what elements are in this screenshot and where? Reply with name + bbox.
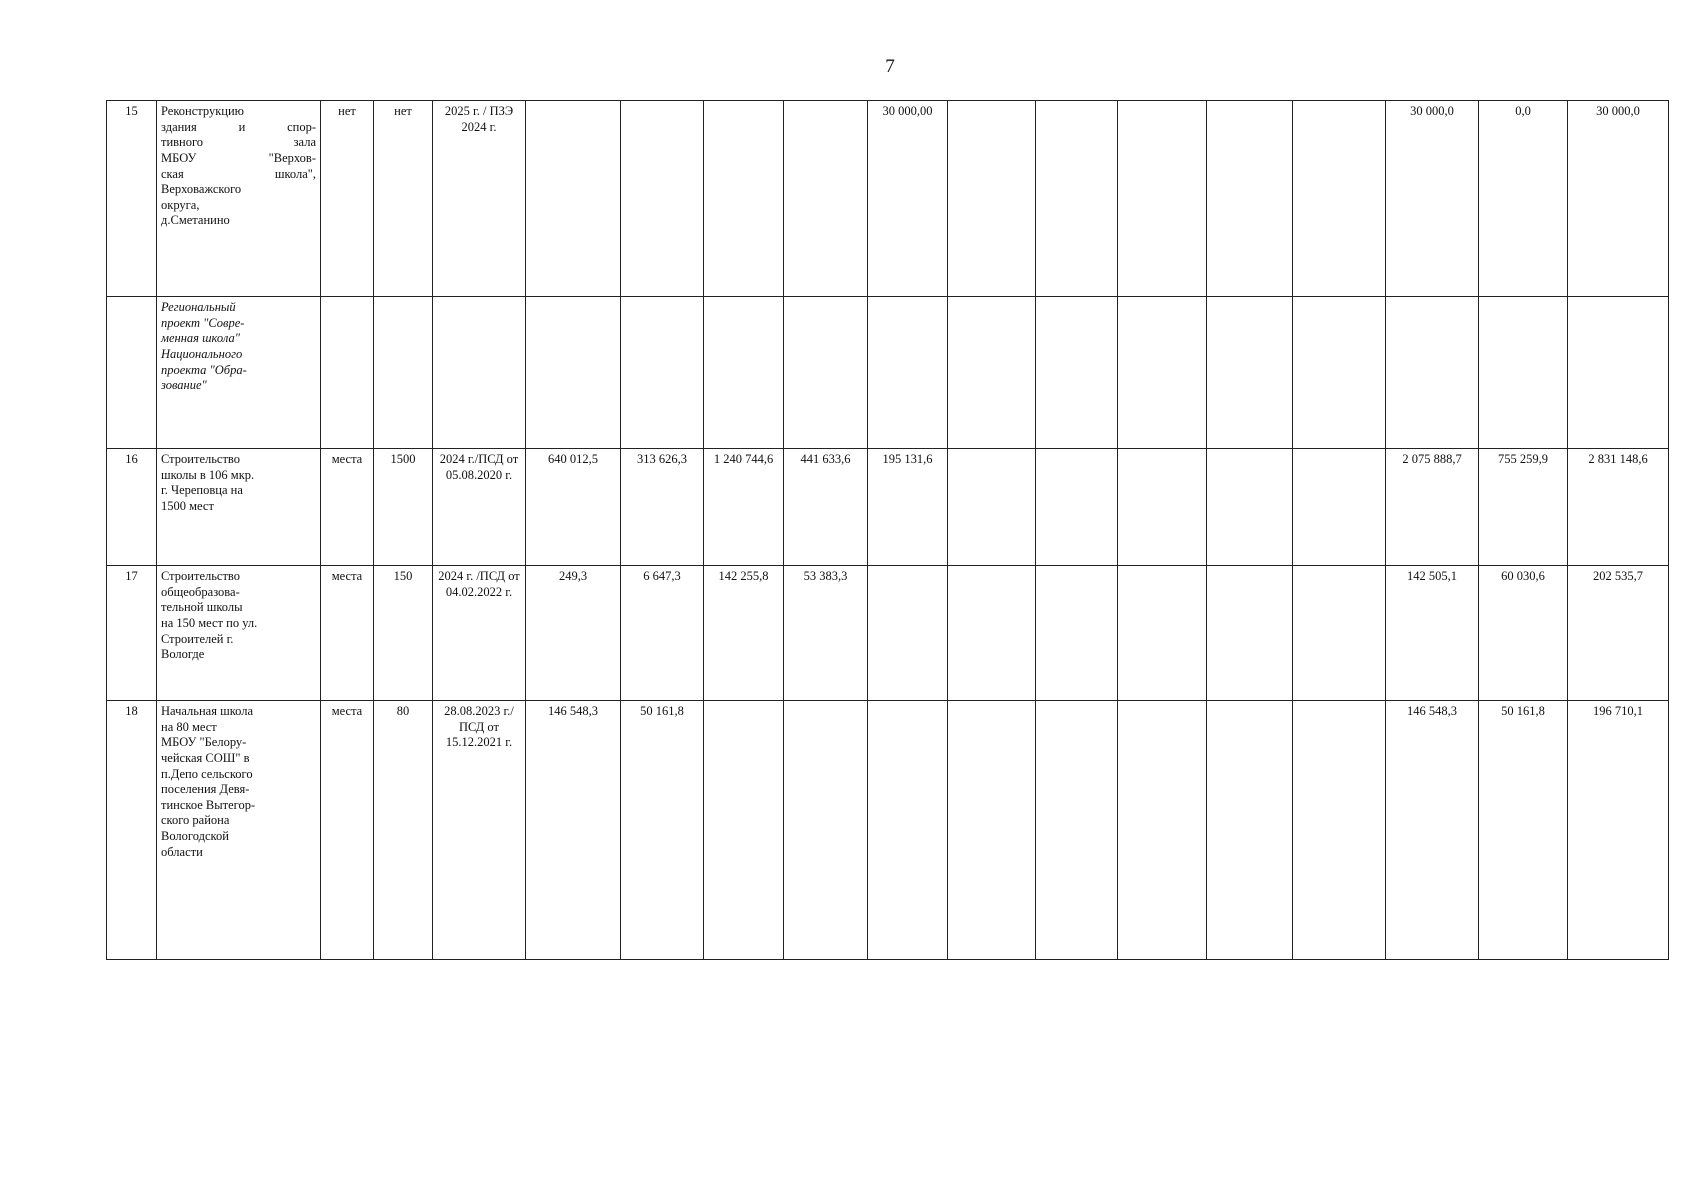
period-cell: 2025 г. / ПЗЭ 2024 г. <box>433 101 526 297</box>
value-cell <box>868 701 948 960</box>
value-cell: 50 161,8 <box>621 701 704 960</box>
total-cell <box>1568 297 1669 449</box>
value-cell <box>704 297 784 449</box>
value-cell <box>948 449 1036 566</box>
total-local-cell <box>1479 297 1568 449</box>
value-cell <box>704 701 784 960</box>
object-name-line: ского района <box>161 813 230 828</box>
value-cell: 53 383,3 <box>784 566 868 701</box>
value-cell <box>1036 566 1118 701</box>
value-cell: 142 255,8 <box>704 566 784 701</box>
value-cell <box>1036 449 1118 566</box>
object-name-line: Строительство <box>161 569 241 583</box>
object-name-line: Начальная школа <box>161 704 254 718</box>
value-cell: 640 012,5 <box>526 449 621 566</box>
value-cell <box>1207 449 1293 566</box>
value-cell: 6 647,3 <box>621 566 704 701</box>
total-cell: 30 000,0 <box>1568 101 1669 297</box>
object-name-line: округа, <box>161 197 200 212</box>
row-number-cell: 17 <box>107 566 157 701</box>
object-name-line: зование" <box>161 378 207 393</box>
object-name-line: Верховажского <box>161 182 242 197</box>
object-name-line: чейская СОШ" в <box>161 750 250 765</box>
value-cell <box>1293 297 1386 449</box>
period-cell: 28.08.2023 г./ ПСД от 15.12.2021 г. <box>433 701 526 960</box>
object-name-line: тивного зала <box>161 135 316 150</box>
value-cell <box>948 701 1036 960</box>
value-cell: 30 000,00 <box>868 101 948 297</box>
object-name-line: Вологде <box>161 647 205 662</box>
capacity-cell <box>374 297 433 449</box>
row-number-cell <box>107 297 157 449</box>
value-cell: 249,3 <box>526 566 621 701</box>
value-cell: 146 548,3 <box>526 701 621 960</box>
value-cell <box>1036 297 1118 449</box>
capacity-cell: 1500 <box>374 449 433 566</box>
total-regional-cell: 146 548,3 <box>1386 701 1479 960</box>
value-cell <box>1036 101 1118 297</box>
value-cell <box>1207 297 1293 449</box>
value-cell <box>1118 297 1207 449</box>
object-name-line: поселения Девя- <box>161 782 250 797</box>
table-row <box>107 101 1669 297</box>
object-name-line: МБОУ "Белору- <box>161 735 247 750</box>
value-cell <box>1293 101 1386 297</box>
total-local-cell: 50 161,8 <box>1479 701 1568 960</box>
row-number-cell: 16 <box>107 449 157 566</box>
total-cell: 196 710,1 <box>1568 701 1669 960</box>
object-name-cell <box>157 566 321 701</box>
total-local-cell: 0,0 <box>1479 101 1568 297</box>
object-name-line: Национального <box>161 346 243 361</box>
investment-objects-table <box>106 100 1669 960</box>
object-name-cell <box>157 297 321 449</box>
value-cell <box>784 701 868 960</box>
value-cell <box>948 297 1036 449</box>
capacity-cell: 80 <box>374 701 433 960</box>
object-name-line: МБОУ "Верхов- <box>161 150 316 165</box>
object-name-cell <box>157 701 321 960</box>
object-name-line: 1500 мест <box>161 498 214 513</box>
page-number: 7 <box>885 56 895 77</box>
value-cell <box>526 297 621 449</box>
unit-cell: места <box>321 566 374 701</box>
row-number-cell: 18 <box>107 701 157 960</box>
table-row <box>107 449 1669 566</box>
value-cell <box>784 101 868 297</box>
row-number-cell: 15 <box>107 101 157 297</box>
value-cell <box>948 101 1036 297</box>
table-row <box>107 566 1669 701</box>
total-cell: 2 831 148,6 <box>1568 449 1669 566</box>
value-cell <box>1118 566 1207 701</box>
period-cell: 2024 г./ПСД от 05.08.2020 г. <box>433 449 526 566</box>
total-regional-cell: 142 505,1 <box>1386 566 1479 701</box>
value-cell: 195 131,6 <box>868 449 948 566</box>
value-cell: 313 626,3 <box>621 449 704 566</box>
value-cell <box>1293 449 1386 566</box>
total-regional-cell <box>1386 297 1479 449</box>
object-name-line: тельной школы <box>161 600 243 615</box>
value-cell <box>1036 701 1118 960</box>
capacity-cell: 150 <box>374 566 433 701</box>
object-name-line: на 150 мест по ул. <box>161 615 258 630</box>
object-name-cell <box>157 449 321 566</box>
object-name-line: г. Череповца на <box>161 483 243 498</box>
value-cell: 1 240 744,6 <box>704 449 784 566</box>
value-cell <box>1118 449 1207 566</box>
value-cell <box>1118 101 1207 297</box>
object-name-cell <box>157 101 321 297</box>
value-cell <box>1293 701 1386 960</box>
value-cell <box>1207 566 1293 701</box>
value-cell <box>868 566 948 701</box>
object-name-line: ская школа", <box>161 166 316 181</box>
object-name-line: менная школа" <box>161 331 240 346</box>
object-name-line: д.Сметанино <box>161 213 230 228</box>
value-cell <box>1118 701 1207 960</box>
period-cell: 2024 г. /ПСД от 04.02.2022 г. <box>433 566 526 701</box>
value-cell <box>948 566 1036 701</box>
total-local-cell: 60 030,6 <box>1479 566 1568 701</box>
object-name-line: здания и спор- <box>161 119 316 134</box>
unit-cell: нет <box>321 101 374 297</box>
object-name-line: Строителей г. <box>161 631 234 646</box>
unit-cell <box>321 297 374 449</box>
object-name-line: п.Депо сельского <box>161 766 253 781</box>
value-cell <box>621 297 704 449</box>
object-name-line: общеобразова- <box>161 584 240 599</box>
value-cell <box>621 101 704 297</box>
total-local-cell: 755 259,9 <box>1479 449 1568 566</box>
value-cell: 441 633,6 <box>784 449 868 566</box>
object-name-line: Вологодской <box>161 829 229 843</box>
period-cell <box>433 297 526 449</box>
total-cell: 202 535,7 <box>1568 566 1669 701</box>
value-cell <box>526 101 621 297</box>
value-cell <box>1293 566 1386 701</box>
value-cell <box>1207 701 1293 960</box>
object-name-line: школы в 106 мкр. <box>161 467 255 482</box>
value-cell <box>784 297 868 449</box>
table-row <box>107 701 1669 960</box>
object-name-line: тинское Вытегор- <box>161 797 256 812</box>
object-name-line: на 80 мест <box>161 719 217 734</box>
table-row <box>107 297 1669 449</box>
object-name-line: Региональный <box>161 300 236 314</box>
total-regional-cell: 30 000,0 <box>1386 101 1479 297</box>
capacity-cell: нет <box>374 101 433 297</box>
value-cell <box>1207 101 1293 297</box>
object-name-line: Строительство <box>161 452 241 466</box>
object-name-line: проекта "Обра- <box>161 362 247 377</box>
object-name-line: области <box>161 844 203 859</box>
value-cell <box>868 297 948 449</box>
unit-cell: места <box>321 701 374 960</box>
object-name-line: проект "Совре- <box>161 315 245 330</box>
total-regional-cell: 2 075 888,7 <box>1386 449 1479 566</box>
object-name-line: Реконструкцию <box>161 104 245 118</box>
value-cell <box>704 101 784 297</box>
unit-cell: места <box>321 449 374 566</box>
